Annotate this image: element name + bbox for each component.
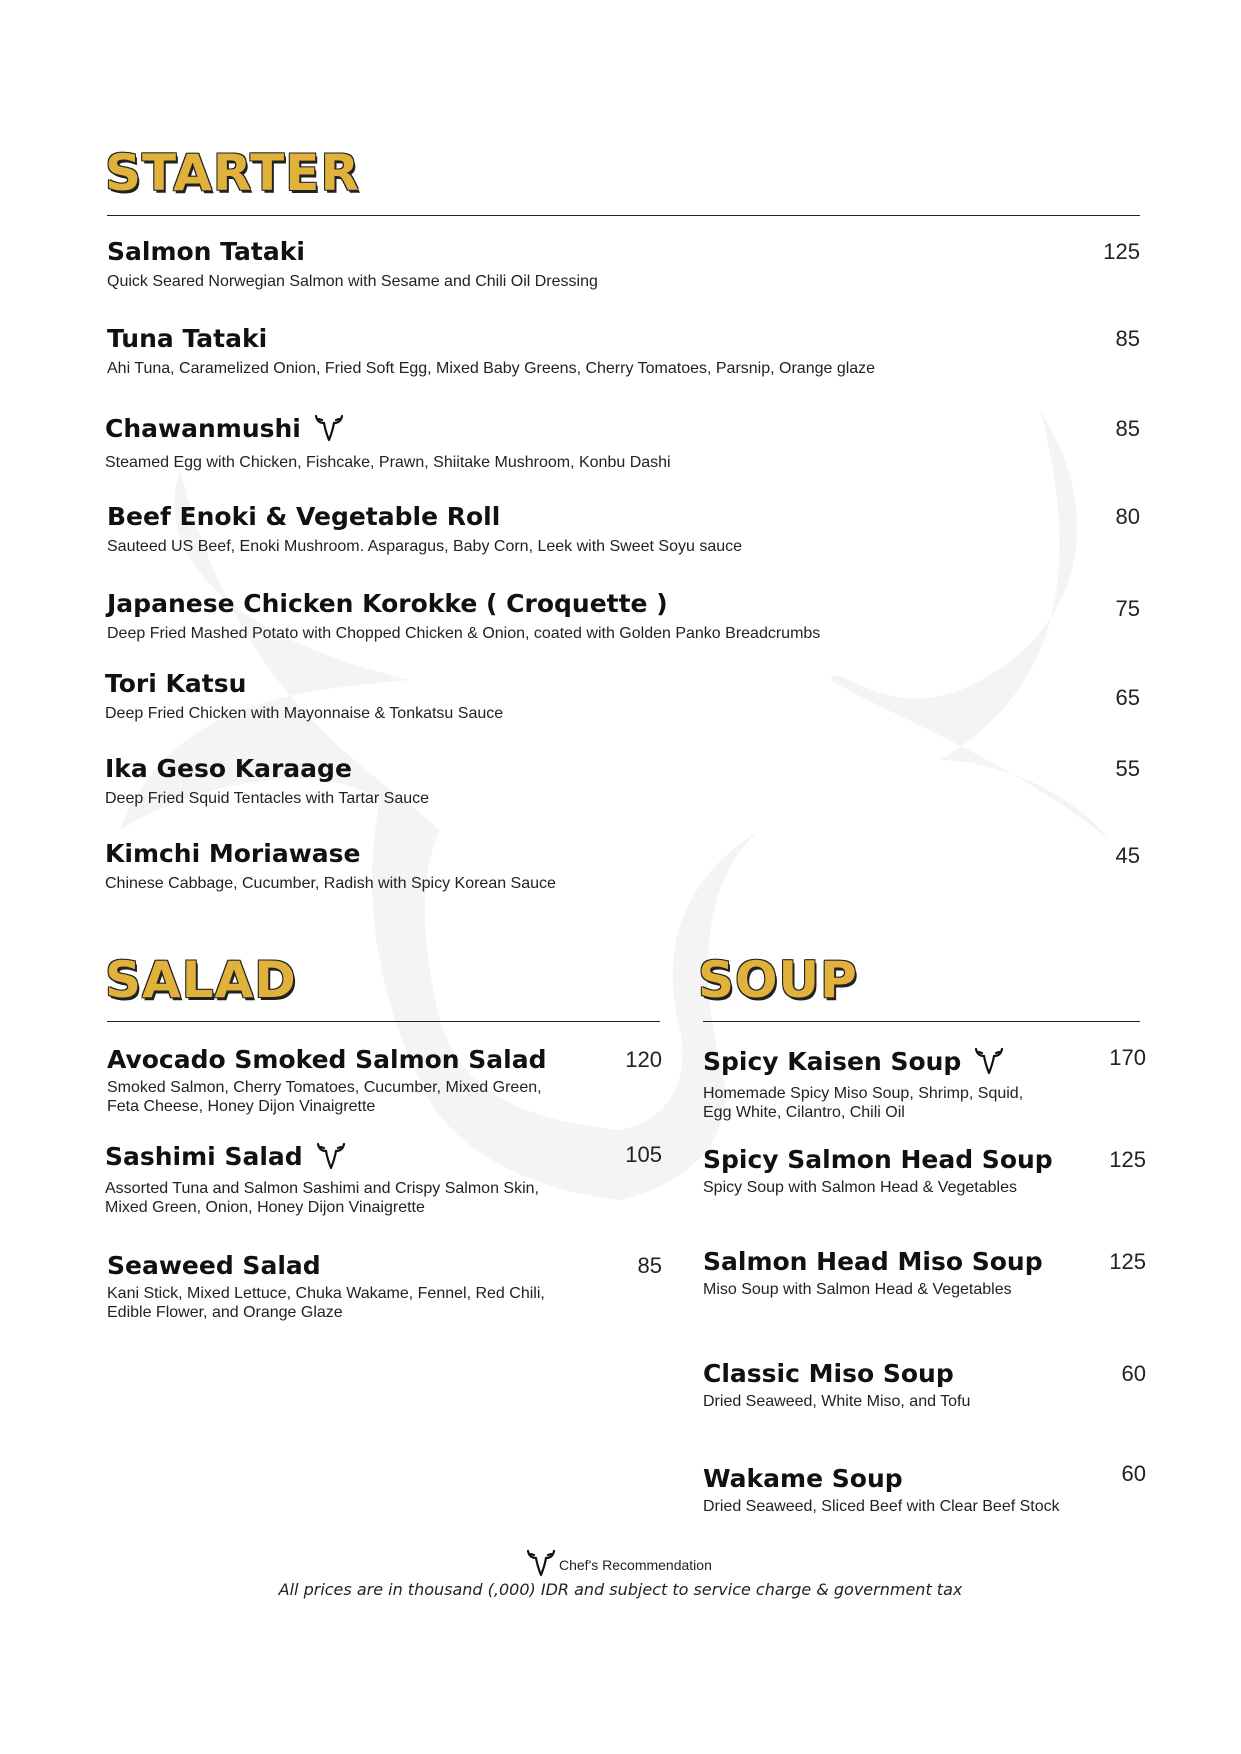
starter-item-price: 55 (1115, 756, 1140, 781)
soup-menu-item (703, 1465, 1060, 1516)
salad-menu-item (105, 1141, 539, 1217)
starter-item-name: Beef Enoki & Vegetable Roll (107, 502, 501, 531)
salad-item-name: Sashimi Salad (105, 1142, 303, 1171)
starter-item-price: 65 (1115, 685, 1140, 710)
soup-menu-item (703, 1146, 1053, 1197)
salad-divider (107, 1021, 660, 1022)
soup-item-description: Dried Seaweed, Sliced Beef with Clear Beef Stock (703, 1497, 1060, 1515)
starter-item-price: 85 (1115, 326, 1140, 351)
starter-item-price: 80 (1115, 504, 1140, 529)
soup-item-description: Egg White, Cilantro, Chili Oil (703, 1104, 905, 1121)
salad-menu-item (107, 1046, 547, 1116)
bull-head-icon (525, 1548, 557, 1582)
starter-menu-item (107, 325, 875, 378)
soup-item-description: Miso Soup with Salmon Head & Vegetables (703, 1280, 1012, 1298)
salad-item-name: Seaweed Salad (107, 1251, 321, 1280)
starter-item-name: Japanese Chicken Korokke ( Croquette ) (107, 589, 668, 618)
soup-item-price: 125 (1109, 1249, 1146, 1274)
starter-item-name: Kimchi Moriawase (105, 839, 361, 868)
salad-item-description: Smoked Salmon, Cherry Tomatoes, Cucumber, Mixed Green, (107, 1078, 542, 1096)
starter-menu-item (107, 238, 598, 291)
bull-head-icon (315, 1141, 347, 1175)
soup-item-description: Homemade Spicy Miso Soup, Shrimp, Squid, (703, 1085, 1024, 1102)
price-footnote: All prices are in thousand (,000) IDR and subject to service charge & government tax (278, 1580, 963, 1599)
soup-item-name: Classic Miso Soup (703, 1359, 954, 1388)
bull-head-icon (313, 413, 345, 447)
soup-item-description: Dried Seaweed, White Miso, and Tofu (703, 1392, 971, 1410)
bull-head-icon (973, 1046, 1005, 1080)
starter-item-description: Steamed Egg with Chicken, Fishcake, Prawn, Shiitake Mushroom, Konbu Dashi (105, 454, 671, 471)
soup-item-price: 170 (1109, 1045, 1146, 1070)
soup-item-name: Spicy Salmon Head Soup (703, 1145, 1053, 1174)
starter-item-description: Deep Fried Squid Tentacles with Tartar Sauce (105, 789, 430, 807)
soup-item-name: Salmon Head Miso Soup (703, 1247, 1043, 1276)
starter-menu-item (105, 755, 429, 808)
starter-item-description: Quick Seared Norwegian Salmon with Sesame and Chili Oil Dressing (107, 272, 598, 290)
salad-item-description: Feta Cheese, Honey Dijon Vinaigrette (107, 1097, 376, 1115)
soup-item-price: 125 (1109, 1147, 1146, 1172)
starter-item-name: Tuna Tataki (107, 324, 268, 353)
starter-item-description: Ahi Tuna, Caramelized Onion, Fried Soft Egg, Mixed Baby Greens, Cherry Tomatoes, Parsnip, Orange glaze (107, 359, 876, 377)
salad-item-price: 85 (637, 1253, 662, 1278)
starter-menu-item (107, 590, 820, 643)
salad-item-description: Assorted Tuna and Salmon Sashimi and Crispy Salmon Skin, (105, 1180, 539, 1197)
starter-item-name: Salmon Tataki (107, 237, 305, 266)
starter-item-price: 85 (1115, 416, 1140, 441)
salad-item-price: 120 (625, 1047, 662, 1072)
soup-menu-item (703, 1360, 970, 1411)
soup-item-price: 60 (1121, 1361, 1146, 1386)
starter-item-description: Sauteed US Beef, Enoki Mushroom. Asparagus, Baby Corn, Leek with Sweet Soyu sauce (107, 537, 743, 555)
soup-section-title: SOUP (698, 951, 858, 1009)
starter-item-description: Deep Fried Chicken with Mayonnaise & Tonkatsu Sauce (105, 704, 504, 722)
salad-item-description: Mixed Green, Onion, Honey Dijon Vinaigrette (105, 1199, 425, 1216)
salad-item-name: Avocado Smoked Salmon Salad (107, 1045, 547, 1074)
starter-item-name: Tori Katsu (105, 669, 247, 698)
salad-menu-item (107, 1252, 545, 1322)
starter-item-price: 45 (1115, 843, 1140, 868)
soup-divider (703, 1021, 1140, 1022)
salad-item-description: Edible Flower, and Orange Glaze (107, 1303, 343, 1321)
starter-section-title: STARTER (105, 144, 360, 202)
starter-item-name: Chawanmushi (105, 414, 301, 443)
soup-menu-item (703, 1046, 1023, 1122)
salad-item-price: 105 (625, 1142, 662, 1167)
starter-item-price: 125 (1103, 239, 1140, 264)
starter-item-price: 75 (1115, 596, 1140, 621)
starter-menu-item (105, 840, 556, 893)
salad-section-title: SALAD (105, 951, 297, 1009)
starter-item-description: Chinese Cabbage, Cucumber, Radish with Spicy Korean Sauce (105, 874, 556, 892)
starter-menu-item (107, 503, 742, 556)
soup-item-price: 60 (1121, 1461, 1146, 1486)
salad-item-description: Kani Stick, Mixed Lettuce, Chuka Wakame, Fennel, Red Chili, (107, 1284, 545, 1302)
starter-divider (107, 215, 1140, 216)
soup-item-name: Wakame Soup (703, 1464, 903, 1493)
starter-menu-item (105, 413, 671, 472)
soup-item-name: Spicy Kaisen Soup (703, 1047, 962, 1076)
soup-menu-item (703, 1248, 1043, 1299)
starter-menu-item (105, 670, 503, 723)
starter-item-name: Ika Geso Karaage (105, 754, 352, 783)
starter-item-description: Deep Fried Mashed Potato with Chopped Chicken & Onion, coated with Golden Panko Breadcrumbs (107, 624, 821, 642)
legend-label: Chef's Recommendation (559, 1557, 712, 1573)
chef-recommendation-legend (525, 1548, 712, 1582)
soup-item-description: Spicy Soup with Salmon Head & Vegetables (703, 1178, 1017, 1196)
